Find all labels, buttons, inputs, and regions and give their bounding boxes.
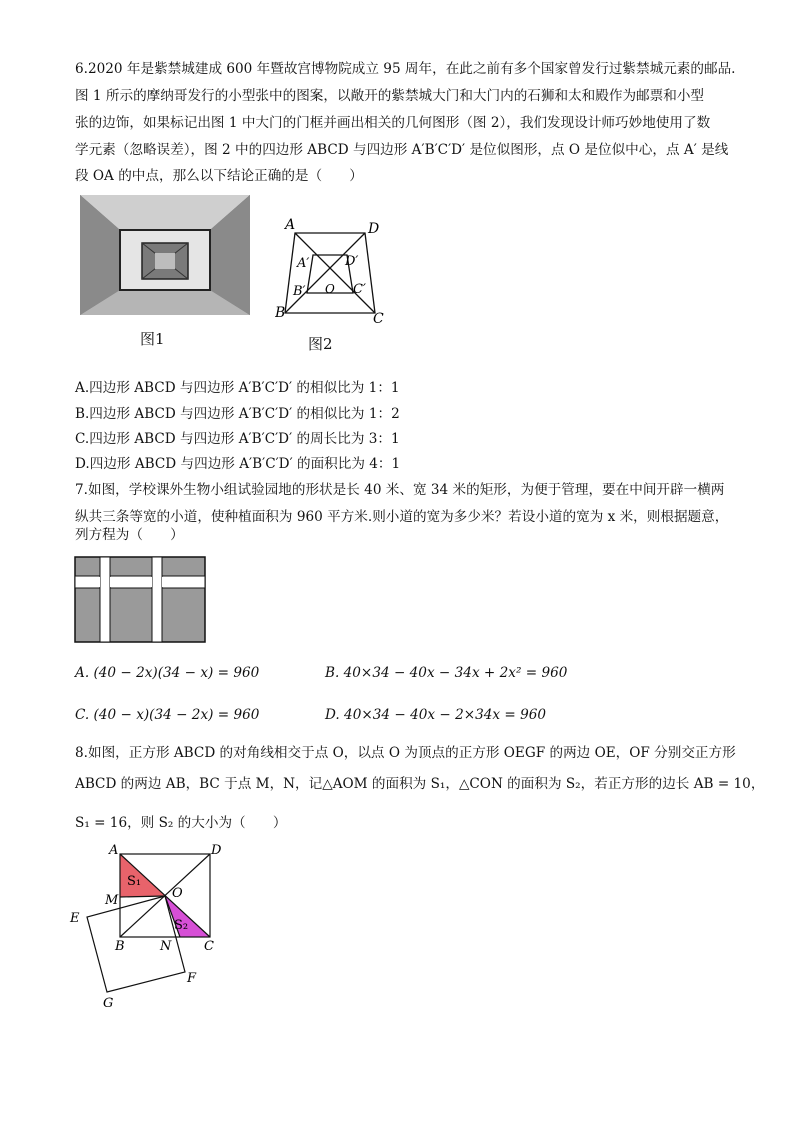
fig2-label-A1: A′ (297, 256, 310, 271)
q8-label-O: O (172, 886, 183, 901)
fig2-label-B: B (275, 305, 286, 321)
q8-label-S1: S₁ (127, 874, 142, 889)
q8-label-C: C (204, 939, 214, 954)
q6-option-b: B.四边形 ABCD 与四边形 A′B′C′D′ 的相似比为 1：2 (75, 406, 400, 422)
q8-label-S2: S₂ (174, 918, 189, 933)
q8-label-E: E (70, 911, 80, 926)
q8-label-G: G (103, 996, 114, 1011)
q8-line-2: ABCD 的两边 AB，BC 于点 M，N，记△AOM 的面积为 S₁，△CON 的面积为 S₂，若正方形的边长 AB = 10， (75, 776, 765, 792)
figure-1-drawing (80, 195, 250, 315)
q8-square-diagram (65, 842, 230, 1012)
fig2-label-C1: C′ (353, 282, 366, 297)
fig2-label-O: O (325, 282, 335, 296)
fig2-label-D: D (368, 221, 380, 237)
q6-line-5: 段 OA 的中点，那么以下结论正确的是（ ） (75, 168, 363, 184)
q7-option-b: B. 40×34 − 40x − 34x + 2x² = 960 (325, 665, 568, 681)
figure-2-diagram (275, 215, 395, 325)
q8-label-N: N (160, 939, 172, 954)
q7-option-a: A. (40 − 2x)(34 − x) = 960 (75, 665, 260, 681)
fig2-label-D1: D′ (345, 254, 359, 269)
q8-label-D: D (211, 843, 222, 858)
figure-1-caption: 图1 (140, 330, 165, 348)
q8-line-1: 8.如图，正方形 ABCD 的对角线相交于点 O，以点 O 为顶点的正方形 OEGF 的两边 OE，OF 分别交正方形 (75, 745, 736, 761)
q8-line-3: S₁ = 16，则 S₂ 的大小为（ ） (75, 815, 287, 831)
q7-line-1: 7.如图，学校课外生物小组试验园地的形状是长 40 米、宽 34 米的矩形，为便于管理，要在中间开辟一横两 (75, 482, 725, 498)
q6-option-a: A.四边形 ABCD 与四边形 A′B′C′D′ 的相似比为 1：1 (75, 380, 400, 396)
q7-field-diagram (74, 556, 208, 644)
q6-line-4: 学元素（忽略误差），图 2 中的四边形 ABCD 与四边形 A′B′C′D′ 是位似图形，点 O 是位似中心，点 A′ 是线 (75, 142, 729, 158)
q6-line-3: 张的边饰，如果标记出图 1 中大门的门框并画出相关的几何图形（图 2），我们发现设计师巧妙地使用了数 (75, 115, 711, 131)
q6-option-c: C.四边形 ABCD 与四边形 A′B′C′D′ 的周长比为 3：1 (75, 431, 400, 447)
q8-label-B: B (115, 939, 125, 954)
q7-line-2: 纵共三条等宽的小道，使种植面积为 960 平方米.则小道的宽为多少米？若设小道的宽为 x 米，则根据题意， (75, 509, 729, 525)
fig2-label-B1: B′ (293, 284, 306, 299)
figure-1-photo (80, 195, 250, 315)
fig2-label-A: A (285, 217, 296, 233)
q6-option-d: D.四边形 ABCD 与四边形 A′B′C′D′ 的面积比为 4：1 (75, 456, 401, 472)
q7-option-c: C. (40 − x)(34 − 2x) = 960 (75, 707, 260, 723)
q7-line-3: 列方程为（ ） (75, 527, 184, 543)
fig2-label-C: C (373, 311, 384, 325)
q6-line-1: 6.2020 年是紫禁城建成 600 年暨故宫博物院成立 95 周年，在此之前有多个国家曾发行过紫禁城元素的邮品. (75, 61, 736, 77)
q8-label-M: M (105, 893, 119, 908)
figure-2-caption: 图2 (308, 335, 333, 353)
q7-option-d: D. 40×34 − 40x − 2×34x = 960 (325, 707, 547, 723)
q8-label-A: A (109, 843, 119, 858)
q8-label-F: F (187, 971, 197, 986)
q6-line-2: 图 1 所示的摩纳哥发行的小型张中的图案，以敞开的紫禁城大门和大门内的石狮和太和殿作为邮票和小型 (75, 88, 705, 104)
